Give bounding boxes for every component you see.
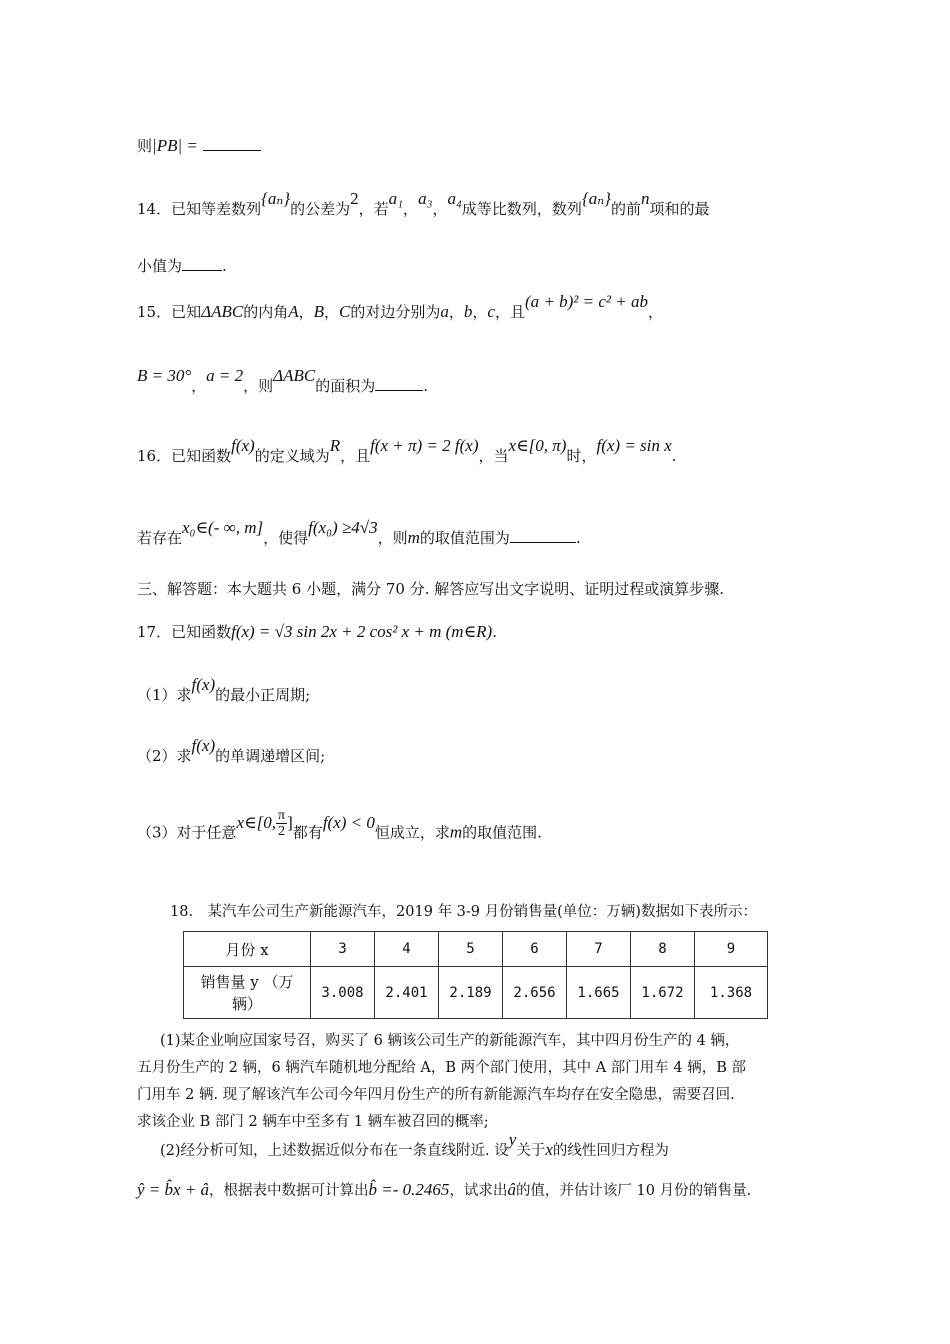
q18-part2-line2 [137,1180,751,1201]
q17-part1-label: （1）求 [137,686,192,704]
q13-prefix: 则 [137,137,153,155]
fraction-numerator: π [278,808,286,823]
q13-answer-blank [203,136,261,151]
q18-intro: 18. 某汽车公司生产新能源汽车，2019 年 3-9 月份销售量(单位：万辆)数据如下表所示： [170,904,757,920]
table-cell: 5 [439,932,503,967]
table-cell: 8 [631,932,695,967]
q17-part2-label: （2）求 [137,747,192,765]
q15-line1 [137,292,663,322]
table-cell: 2.401 [375,967,439,1019]
table-cell: 7 [567,932,631,967]
q14-answer-blank [182,256,222,271]
q17-part2-function: f(x) [191,736,216,755]
q15-number: 15．已知 [137,303,202,321]
q17-part3 [137,808,542,849]
q18-part1-line2: 五月份生产的 2 辆，6 辆汽车随机地分配给 A，B 两个部门使用，其中 A 部门用车 4 辆，B 部 [137,1060,747,1076]
q15-B: B [313,302,324,321]
q17-part2 [137,736,326,766]
q17-line [137,622,497,642]
q18-part2-text: 关于 [516,1143,546,1159]
q17-part3-interval: x∈[0, [236,812,277,832]
sales-table [183,931,768,1019]
table-cell: 1.665 [567,967,631,1019]
table-cell: 4 [375,932,439,967]
q18-part2-text: 的线性回归方程为 [552,1143,669,1159]
q15-a: a [440,302,449,321]
section-3-heading: 三、解答题：本大题共 6 小题，满分 70 分. 解答应写出文字说明、证明过程或演算步骤. [137,580,725,598]
q18-part2-text: (2)经分析可知，上述数据近似分布在一条直线附近. 设 [160,1143,509,1159]
q17-part3-text: 恒成立，求 [374,823,450,842]
q18-part2-line1 [160,1130,669,1161]
q14-text: 的公差为 [290,200,351,218]
q17-part3-fraction [276,808,287,839]
table-cell: 6 [503,932,567,967]
table-cell: 1.368 [695,967,768,1019]
q17-part1-text: 的最小正周期; [215,686,311,704]
q17-part3-label: （3）对于任意 [137,823,237,842]
q17-part3-text: 的取值范围. [462,823,542,842]
q16-number: 16．已知函数 [137,447,232,465]
q14-line2 [137,256,227,276]
table-cell: 2.189 [439,967,503,1019]
q14-number: 14．已知等差数列 [137,200,262,218]
q17-equation: f(x) = √3 sin 2x + 2 cos² x + m (m∈R) [231,622,493,641]
q15-answer-blank [375,376,423,391]
q15-b: b [463,302,473,321]
q14-sequence: {aₙ} [581,189,611,208]
q13-expression: |PB| = [152,136,198,155]
q16-end: . [671,447,677,465]
q16-answer-blank [510,528,576,543]
q18-part1-line1: (1)某企业响应国家号召，购买了 6 辆该公司生产的新能源汽车，其中四月份生产的 4 辆， [160,1033,740,1049]
q16-interval: x∈[0, π) [508,436,567,455]
q16-text: 时， [566,447,597,465]
q16-text: 的取值范围为 [419,529,510,547]
q14-text: 成等比数列，数列 [461,200,582,218]
q14-difference: 2 [350,189,359,208]
q18-part2-text: ，试求出 [449,1183,508,1199]
q16-text: ，当 [478,447,509,465]
table-cell: 9 [695,932,768,967]
q15-c: c [487,302,495,321]
q15-sep: ， [298,303,314,321]
table-header-month: 月份 x [184,932,311,967]
q15-equation: (a + b)² = c² + ab [524,292,648,311]
q18-part1-line4: 求该企业 B 部门 2 辆车中至多有 1 辆车被召回的概率; [137,1114,489,1130]
q17-end: . [492,623,497,641]
q16-line1 [137,436,677,466]
q14-text: 小值为 [137,257,183,275]
q16-text: 若存在 [137,529,183,547]
q18-regression-equation: ŷ = b̂x + â [137,1180,210,1199]
q14-a4: a₄ [447,189,462,208]
table-cell: 3.008 [311,967,375,1019]
q15-end: . [423,377,429,395]
q17-part3-text: 都有 [292,823,323,842]
q15-sep: ， [324,303,340,321]
q16-text: 的定义域为 [254,447,330,465]
table-cell: 2.656 [503,967,567,1019]
q15-text: ，则 [243,377,274,395]
q14-a1: a₁ [388,189,404,208]
q14-text: 的前 [610,200,641,218]
q15-text: ，且 [494,303,525,321]
q16-end: . [575,529,581,547]
q15-sep: ， [647,303,663,321]
q15-C: C [339,302,351,321]
q18-part1-line3: 门用车 2 辆. 现了解该汽车公司今年四月份生产的所有新能源汽车均存在安全隐患，需要召回. [137,1087,735,1103]
q15-triangle: ΔABC [273,366,316,385]
q15-sep: ， [191,377,207,395]
q14-sep: ， [432,200,448,218]
q18-a-hat: â [507,1180,516,1199]
table-header-sales [184,967,311,1019]
q16-equation: f(x + π) = 2 f(x) [370,436,479,455]
q16-domain: R [329,436,341,455]
q16-inequality: f(x₀) ≥4√3 [308,518,378,537]
q15-condition-B: B = 30° [137,366,192,385]
q15-sep: ， [448,303,464,321]
q15-text: 的面积为 [315,377,376,395]
q14-sequence: {aₙ} [261,189,291,208]
q14-line1 [137,189,710,219]
q13-line [137,136,261,156]
q16-m: m [407,528,420,547]
q15-text: 的对边分别为 [350,303,441,321]
q16-text: ，且 [340,447,371,465]
q18-var-x: x [545,1140,553,1159]
q14-n: n [640,189,650,208]
q14-sep: ， [403,200,419,218]
q14-a3: a₃ [418,189,433,208]
q17-part2-text: 的单调递增区间; [215,747,326,765]
table-header-sales-line2: 辆） [231,994,262,1013]
q18-part2-text: ，根据表中数据可计算出 [209,1183,369,1199]
table-cell: 3 [311,932,375,967]
table-cell: 1.672 [631,967,695,1019]
q17-number: 17．已知函数 [137,623,232,641]
q15-text: 的内角 [243,303,289,321]
table-row [184,967,768,1019]
q16-equation-2: f(x) = sin x [596,436,672,455]
q16-text: ，使得 [263,529,309,547]
q18-b-value: b̂ =- 0.2465 [368,1180,450,1199]
q17-part3-bracket: ] [287,812,293,832]
q17-part1 [137,675,311,705]
q15-sep: ， [472,303,488,321]
q15-condition-a: a = 2 [206,366,244,385]
q17-part3-inequality: f(x) < 0 [322,812,375,832]
q15-line2 [137,366,429,396]
q14-text: 项和的最 [649,200,710,218]
q14-end: . [222,257,227,275]
table-header-sales-line1: 销售量 y （万 [200,972,294,991]
q18-var-y: y [508,1130,517,1149]
q16-line2 [137,518,581,548]
q18-part2-text: 的值，并估计该厂 10 月份的销售量. [515,1183,752,1199]
q17-part3-m: m [449,822,463,842]
q15-A: A [288,302,299,321]
table-row [184,932,768,967]
q14-text: ，若 [358,200,389,218]
q16-text: ，则 [377,529,408,547]
fraction-denominator: 2 [278,824,286,839]
q17-part1-function: f(x) [191,675,216,694]
q16-function: f(x) [231,436,255,455]
q15-triangle: ΔABC [201,302,244,321]
q16-x0: x₀∈(- ∞, m] [182,518,264,537]
